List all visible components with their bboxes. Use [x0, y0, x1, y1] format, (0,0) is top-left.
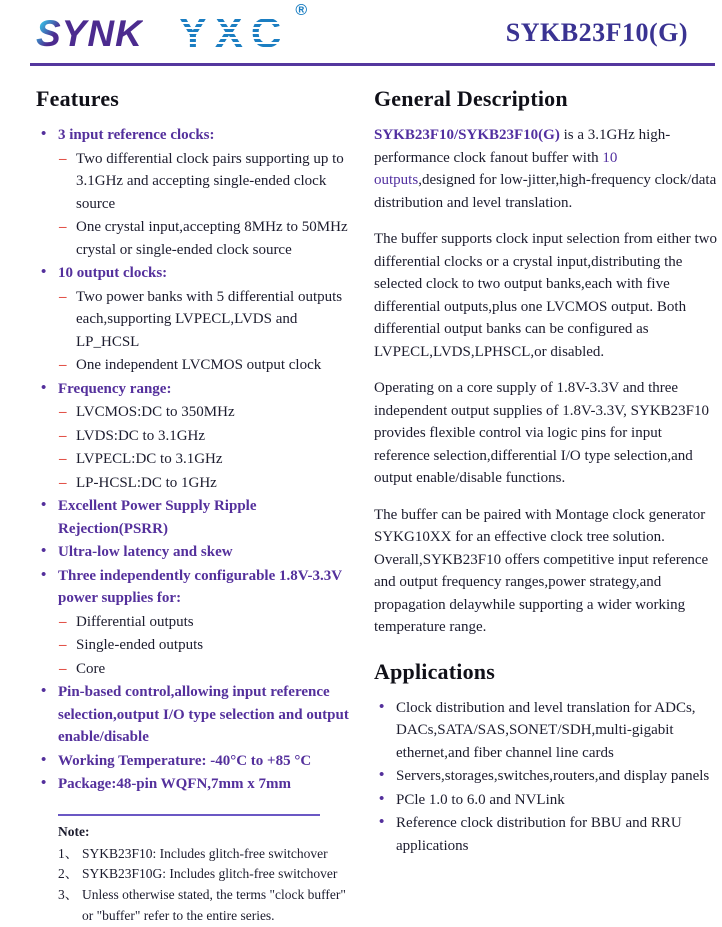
- outputs-highlight: 10 outputs: [374, 150, 617, 189]
- feature-subitem: [36, 425, 360, 448]
- feature-sub-label: Differential outputs: [76, 614, 194, 630]
- note-text: Unless otherwise stated, the terms "clock buffer" or "buffer" refer to the entire series.: [82, 887, 346, 923]
- feature-subitem: [36, 611, 360, 634]
- part-number-inline: SYKB23F10/SYKB23F10(G): [374, 127, 560, 143]
- bullet-icon: •: [379, 696, 384, 719]
- note-number: 3、: [58, 885, 78, 906]
- bullet-icon: •: [41, 749, 46, 772]
- note-item: [36, 844, 360, 865]
- feature-sub-label: Two power banks with 5 differential outputs each,supporting LVPECL,LVDS and LP_HCSL: [76, 289, 342, 350]
- bullet-icon: •: [41, 772, 46, 795]
- feature-label: Excellent Power Supply Ripple Rejection(PSRR): [58, 498, 257, 537]
- description-paragraph: Operating on a core supply of 1.8V-3.3V and three independent output supplies of 1.8V-3.3V, SYKB23F10 provides flexible control via logic pins for input reference selection,differential I/O type selection,and output enable/disable functions.: [374, 377, 720, 490]
- note-section: [36, 814, 360, 927]
- feature-sub-label: Single-ended outputs: [76, 637, 203, 653]
- dash-icon: –: [59, 425, 67, 448]
- feature-sub-label: LP-HCSL:DC to 1GHz: [76, 475, 217, 491]
- feature-item: [36, 565, 360, 610]
- description-text: ,designed for low-jitter,high-frequency clock/data distribution and level translation.: [374, 172, 716, 211]
- dash-icon: –: [59, 611, 67, 634]
- bullet-icon: •: [379, 788, 384, 811]
- feature-label: Package:48-pin WQFN,7mm x 7mm: [58, 776, 291, 792]
- yxc-logo: [179, 12, 289, 54]
- features-heading: Features: [36, 86, 360, 112]
- description-paragraph: The buffer supports clock input selection from either two differential clocks or a crystal input,distributing the selected clock to two output banks,each with five differential outputs,plus one LVCMOS output. Both differential output banks can be configured as LVPECL,LVDS,LPHSCL,or disabled.: [374, 228, 720, 363]
- dash-icon: –: [59, 448, 67, 471]
- feature-subitem: [36, 658, 360, 681]
- bullet-icon: •: [41, 680, 46, 703]
- bullet-icon: •: [379, 811, 384, 834]
- dash-icon: –: [59, 216, 67, 239]
- feature-label: Ultra-low latency and skew: [58, 544, 233, 560]
- feature-sub-label: One crystal input,accepting 8MHz to 50MHz crystal or single-ended clock source: [76, 219, 348, 258]
- note-item: [36, 864, 360, 885]
- note-number: 1、: [58, 844, 78, 865]
- feature-item: [36, 378, 360, 401]
- application-label: Clock distribution and level translation for ADCs, DACs,SATA/SAS,SONET/SDH,multi-gigabit ethernet,and fiber channel line cards: [396, 700, 696, 761]
- feature-sub-label: LVPECL:DC to 3.1GHz: [76, 451, 223, 467]
- registered-trademark-icon: ®: [295, 2, 307, 20]
- note-title: Note:: [36, 824, 360, 840]
- feature-item: [36, 681, 360, 749]
- feature-label: Working Temperature: -40°C to +85 °C: [58, 753, 311, 769]
- application-label: PCle 1.0 to 6.0 and NVLink: [396, 792, 565, 808]
- feature-item: [36, 262, 360, 285]
- feature-subitem: [36, 354, 360, 377]
- feature-item: [36, 124, 360, 147]
- feature-subitem: [36, 634, 360, 657]
- bullet-icon: •: [41, 261, 46, 284]
- feature-subitem: [36, 216, 360, 261]
- feature-sub-label: LVDS:DC to 3.1GHz: [76, 428, 205, 444]
- feature-item: [36, 541, 360, 564]
- feature-sub-label: Two differential clock pairs supporting up to 3.1GHz and accepting single-ended clock source: [76, 151, 344, 212]
- application-label: Servers,storages,switches,routers,and display panels: [396, 768, 709, 784]
- feature-subitem: [36, 448, 360, 471]
- description-column: [374, 66, 720, 927]
- application-label: Reference clock distribution for BBU and RRU applications: [396, 815, 682, 854]
- feature-subitem: [36, 401, 360, 424]
- dash-icon: –: [59, 658, 67, 681]
- note-text: SYKB23F10G: Includes glitch-free switchover: [82, 866, 337, 881]
- feature-label: 10 output clocks:: [58, 265, 167, 281]
- description-text: is a 3.1GHz high-performance clock fanout buffer with: [374, 127, 670, 166]
- feature-label: Three independently configurable 1.8V-3.3V power supplies for:: [58, 568, 342, 607]
- application-item: [374, 789, 720, 812]
- application-item: [374, 697, 720, 765]
- feature-label: Pin-based control,allowing input reference selection,output I/O type selection and output enable/disable: [58, 684, 349, 745]
- note-item: [36, 885, 360, 927]
- general-description-heading: General Description: [374, 86, 720, 112]
- bullet-icon: •: [41, 377, 46, 400]
- description-paragraph: The buffer can be paired with Montage clock generator SYKG10XX for an effective clock tree solution. Overall,SYKB23F10 offers competitive input reference and output frequency ranges,power strategy,and propagation delaywhile supporting a wider working temperature range.: [374, 504, 720, 639]
- feature-sub-label: LVCMOS:DC to 350MHz: [76, 404, 235, 420]
- note-number: 2、: [58, 864, 78, 885]
- page-content: [0, 66, 722, 927]
- note-divider: [58, 814, 320, 816]
- header: [0, 0, 722, 58]
- feature-item: [36, 495, 360, 540]
- bullet-icon: •: [41, 123, 46, 146]
- dash-icon: –: [59, 472, 67, 495]
- part-number-title: SYKB23F10(G): [506, 18, 688, 48]
- feature-sub-label: One independent LVCMOS output clock: [76, 357, 321, 373]
- applications-heading: Applications: [374, 659, 720, 685]
- application-item: [374, 765, 720, 788]
- yxc-logo-text: YXC: [179, 9, 289, 56]
- note-text: SYKB23F10: Includes glitch-free switchover: [82, 846, 328, 861]
- dash-icon: –: [59, 401, 67, 424]
- dash-icon: –: [59, 634, 67, 657]
- features-column: [36, 66, 360, 927]
- feature-item: [36, 750, 360, 773]
- description-paragraph: [374, 124, 720, 214]
- dash-icon: –: [59, 354, 67, 377]
- feature-subitem: [36, 472, 360, 495]
- feature-sub-label: Core: [76, 661, 105, 677]
- feature-subitem: [36, 286, 360, 354]
- feature-item: [36, 773, 360, 796]
- bullet-icon: •: [41, 564, 46, 587]
- application-item: [374, 812, 720, 857]
- dash-icon: –: [59, 286, 67, 309]
- bullet-icon: •: [41, 540, 46, 563]
- bullet-icon: •: [41, 494, 46, 517]
- bullet-icon: •: [379, 764, 384, 787]
- feature-label: Frequency range:: [58, 381, 171, 397]
- synk-logo: SYNK: [36, 15, 143, 52]
- feature-label: 3 input reference clocks:: [58, 127, 215, 143]
- feature-subitem: [36, 148, 360, 216]
- dash-icon: –: [59, 148, 67, 171]
